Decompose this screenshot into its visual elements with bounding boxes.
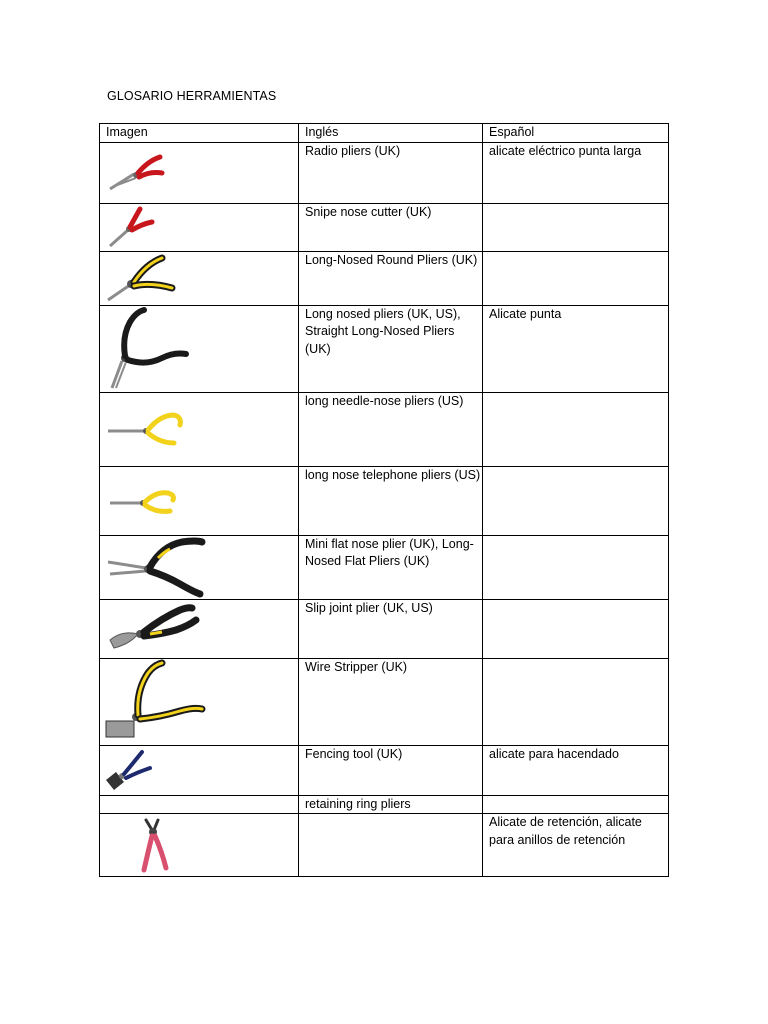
black-long-nose-pliers-icon: [100, 306, 299, 393]
document-title: GLOSARIO HERRAMIENTAS: [107, 89, 277, 103]
english-term: [299, 814, 483, 877]
spanish-term: [483, 535, 669, 599]
table-row: [100, 203, 669, 251]
yellow-needle-nose-pliers-icon: [100, 393, 299, 467]
header-image: Imagen: [100, 124, 299, 143]
english-term: Long-Nosed Round Pliers (UK): [299, 251, 483, 305]
spanish-term: [483, 251, 669, 305]
english-term: Slip joint plier (UK, US): [299, 599, 483, 658]
image-cell: [100, 814, 299, 877]
spanish-term: [483, 795, 669, 814]
spanish-term: Alicate de retención, alicate para anillos de retención: [483, 814, 669, 877]
slip-joint-pliers-icon: [100, 600, 299, 659]
table-row: [100, 795, 669, 814]
table-row: [100, 535, 669, 599]
english-term: Snipe nose cutter (UK): [299, 203, 483, 251]
spanish-term: [483, 599, 669, 658]
spanish-term: [483, 392, 669, 466]
table-row: [100, 658, 669, 745]
image-cell: [100, 599, 299, 658]
red-needle-nose-pliers-icon: [100, 143, 299, 204]
yellow-telephone-pliers-icon: [100, 467, 299, 536]
english-term: retaining ring pliers: [299, 795, 483, 814]
image-cell: [100, 658, 299, 745]
english-term: Radio pliers (UK): [299, 142, 483, 203]
wire-stripper-icon: [100, 659, 299, 746]
spanish-term: alicate para hacendado: [483, 745, 669, 795]
table-row: [100, 745, 669, 795]
image-cell: [100, 251, 299, 305]
english-term: Fencing tool (UK): [299, 745, 483, 795]
red-bent-nose-cutter-icon: [100, 204, 299, 252]
spanish-term: [483, 658, 669, 745]
english-term: Mini flat nose plier (UK), Long-Nosed Flat Pliers (UK): [299, 535, 483, 599]
image-cell: [100, 305, 299, 392]
table-header-row: [100, 124, 669, 143]
table-row: [100, 142, 669, 203]
english-term: long needle-nose pliers (US): [299, 392, 483, 466]
spanish-term: [483, 466, 669, 535]
fencing-tool-icon: [100, 746, 299, 796]
table-row: [100, 392, 669, 466]
table-row: [100, 814, 669, 877]
yellow-black-round-nose-pliers-icon: [100, 252, 299, 306]
image-cell: [100, 142, 299, 203]
header-spanish: Español: [483, 124, 669, 143]
glossary-table: [99, 123, 669, 877]
header-english: Inglés: [299, 124, 483, 143]
image-cell: [100, 535, 299, 599]
english-term: Wire Stripper (UK): [299, 658, 483, 745]
english-term: Long nosed pliers (UK, US), Straight Long-Nosed Pliers (UK): [299, 305, 483, 392]
black-yellow-flat-nose-pliers-icon: [100, 536, 299, 600]
image-cell: [100, 466, 299, 535]
image-cell: [100, 392, 299, 466]
spanish-term: alicate eléctrico punta larga: [483, 142, 669, 203]
table-row: [100, 599, 669, 658]
table-row: [100, 466, 669, 535]
retaining-ring-pliers-icon: [100, 814, 299, 877]
english-term: long nose telephone pliers (US): [299, 466, 483, 535]
image-cell: [100, 795, 299, 814]
table-row: [100, 251, 669, 305]
image-cell: [100, 745, 299, 795]
table-row: [100, 305, 669, 392]
image-cell: [100, 203, 299, 251]
spanish-term: [483, 203, 669, 251]
spanish-term: Alicate punta: [483, 305, 669, 392]
